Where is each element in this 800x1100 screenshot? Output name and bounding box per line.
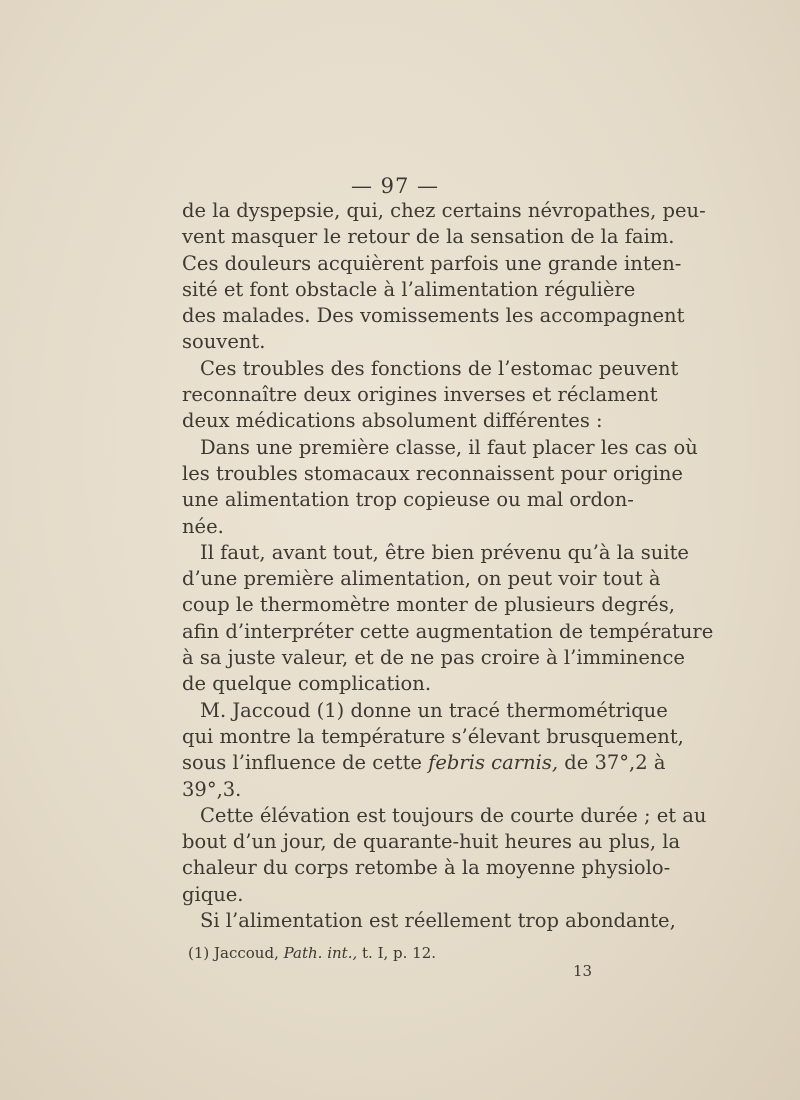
- text-line: née.: [182, 514, 224, 538]
- paragraph-start: Ces troubles des fonctions de l’estomac peuvent: [200, 356, 679, 380]
- text-line: bout d’un jour, de quarante-huit heures au plus, la: [182, 830, 681, 854]
- text-line: qui montre la température s’élevant brusquement,: [182, 724, 684, 748]
- text-line: 39°,3.: [182, 777, 242, 801]
- text-line: des malades. Des vomissements les accompagnent: [182, 304, 685, 328]
- footnote: [188, 944, 436, 962]
- text-line: reconnaître deux origines inverses et réclament: [182, 383, 658, 407]
- body-text: [182, 198, 714, 934]
- paragraph-start: Si l’alimentation est réellement trop abondante,: [200, 909, 676, 933]
- text-line: afin d’interpréter cette augmentation de température: [182, 619, 714, 643]
- text-segment: sous l’influence de cette: [182, 751, 422, 775]
- text-line: à sa juste valeur, et de ne pas croire à l’imminence: [182, 646, 685, 670]
- text-segment: de 37°,2 à: [564, 751, 666, 775]
- footnote-work-title: Path. int.,: [283, 944, 358, 962]
- text-line: sité et font obstacle à l’alimentation régulière: [182, 277, 636, 301]
- text-line: Ces douleurs acquièrent parfois une grande inten-: [182, 251, 682, 275]
- text-line: deux médications absolument différentes :: [182, 409, 603, 433]
- text-line: de la dyspepsie, qui, chez certains névropathes, peu-: [182, 199, 706, 222]
- signature-mark: 13: [573, 962, 593, 980]
- text-line: vent masquer le retour de la sensation de la faim.: [182, 225, 675, 249]
- italic-term: febris carnis,: [428, 751, 559, 775]
- paragraph-start: M. Jaccoud (1) donne un tracé thermométrique: [200, 698, 668, 722]
- paragraph-start: Cette élévation est toujours de courte durée ; et au: [200, 803, 707, 827]
- paragraph-start: Il faut, avant tout, être bien prévenu qu’à la suite: [200, 540, 689, 564]
- footnote-reference: t. I, p. 12.: [362, 944, 437, 962]
- text-line: de quelque complication.: [182, 672, 432, 696]
- footnote-marker: (1) Jaccoud,: [188, 944, 279, 962]
- paragraph-start: Dans une première classe, il faut placer les cas où: [200, 435, 698, 459]
- text-line: gique.: [182, 882, 244, 906]
- text-line: une alimentation trop copieuse ou mal ordon-: [182, 488, 634, 512]
- text-line: chaleur du corps retombe à la moyenne physiolo-: [182, 856, 671, 880]
- text-line: d’une première alimentation, on peut voir tout à: [182, 567, 661, 591]
- text-line: souvent.: [182, 330, 266, 354]
- text-line-with-italic: [182, 750, 666, 776]
- text-line: les troubles stomacaux reconnaissent pour origine: [182, 461, 683, 485]
- page-number-header: — 97 —: [350, 174, 440, 198]
- text-line: coup le thermomètre monter de plusieurs degrés,: [182, 593, 675, 617]
